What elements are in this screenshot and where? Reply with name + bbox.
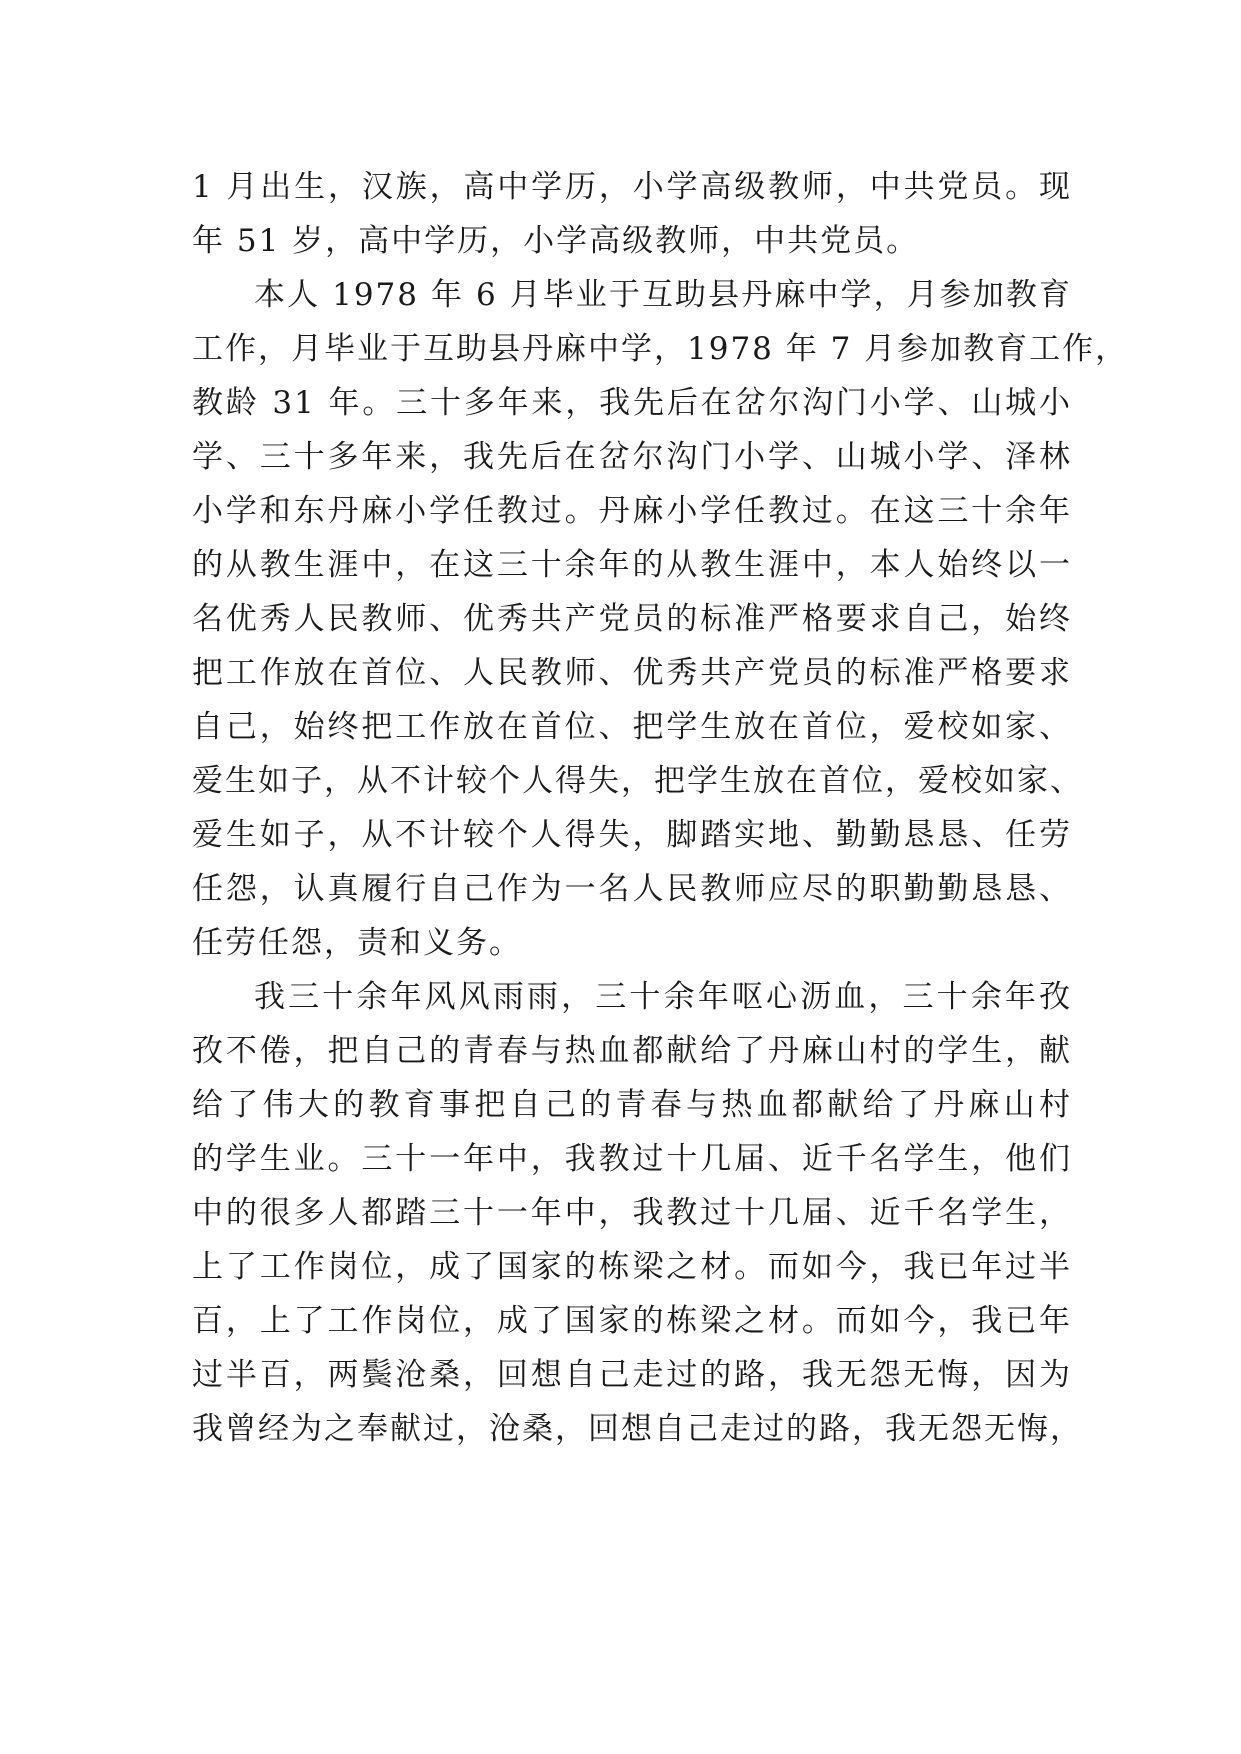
text-line: 百，上了工作岗位，成了国家的栋梁之材。而如今，我已年 <box>192 1303 1072 1339</box>
text-line: 孜不倦，把自己的青春与热血都献给了丹麻山村的学生，献 <box>192 1033 1072 1069</box>
text-line: 1 月出生，汉族，高中学历，小学高级教师，中共党员。现 <box>192 169 1072 205</box>
text-line: 上了工作岗位，成了国家的栋梁之材。而如今，我已年过半 <box>192 1249 1072 1285</box>
text-line: 工作，月毕业于互助县丹麻中学，1978 年 7 月参加教育工作， <box>192 331 1129 367</box>
text-line: 本人 1978 年 6 月毕业于互助县丹麻中学，月参加教育 <box>254 277 1072 313</box>
text-line: 爱生如子，从不计较个人得失，把学生放在首位，爱校如家、 <box>192 763 1083 799</box>
text-line: 给了伟大的教育事把自己的青春与热血都献给了丹麻山村 <box>192 1087 1072 1123</box>
text-line: 中的很多人都踏三十一年中，我教过十几届、近千名学生， <box>192 1195 1072 1231</box>
text-line: 教龄 31 年。三十多年来，我先后在岔尔沟门小学、山城小 <box>192 385 1072 421</box>
text-line: 学、三十多年来，我先后在岔尔沟门小学、山城小学、泽林 <box>192 439 1072 475</box>
text-line: 过半百，两鬓沧桑，回想自己走过的路，我无怨无悔，因为 <box>192 1357 1072 1393</box>
text-line: 我三十余年风风雨雨，三十余年呕心沥血，三十余年孜 <box>254 979 1072 1015</box>
text-line: 我曾经为之奉献过，沧桑，回想自己走过的路，我无怨无悔， <box>192 1411 1083 1447</box>
text-line: 任怨，认真履行自己作为一名人民教师应尽的职勤勤恳恳、 <box>192 871 1072 907</box>
text-line: 爱生如子，从不计较个人得失，脚踏实地、勤勤恳恳、任劳 <box>192 817 1072 853</box>
text-line: 的从教生涯中，在这三十余年的从教生涯中，本人始终以一 <box>192 547 1072 583</box>
text-line: 把工作放在首位、人民教师、优秀共产党员的标准严格要求 <box>192 655 1072 691</box>
text-line: 小学和东丹麻小学任教过。丹麻小学任教过。在这三十余年 <box>192 493 1072 529</box>
text-line: 的学生业。三十一年中，我教过十几届、近千名学生，他们 <box>192 1141 1072 1177</box>
document-body <box>192 160 1129 1456</box>
text-line: 自己，始终把工作放在首位、把学生放在首位，爱校如家、 <box>192 709 1072 745</box>
text-line: 任劳任怨，责和义务。 <box>192 925 522 961</box>
text-line: 年 51 岁，高中学历，小学高级教师，中共党员。 <box>192 223 920 259</box>
text-line: 名优秀人民教师、优秀共产党员的标准严格要求自己，始终 <box>192 601 1072 637</box>
